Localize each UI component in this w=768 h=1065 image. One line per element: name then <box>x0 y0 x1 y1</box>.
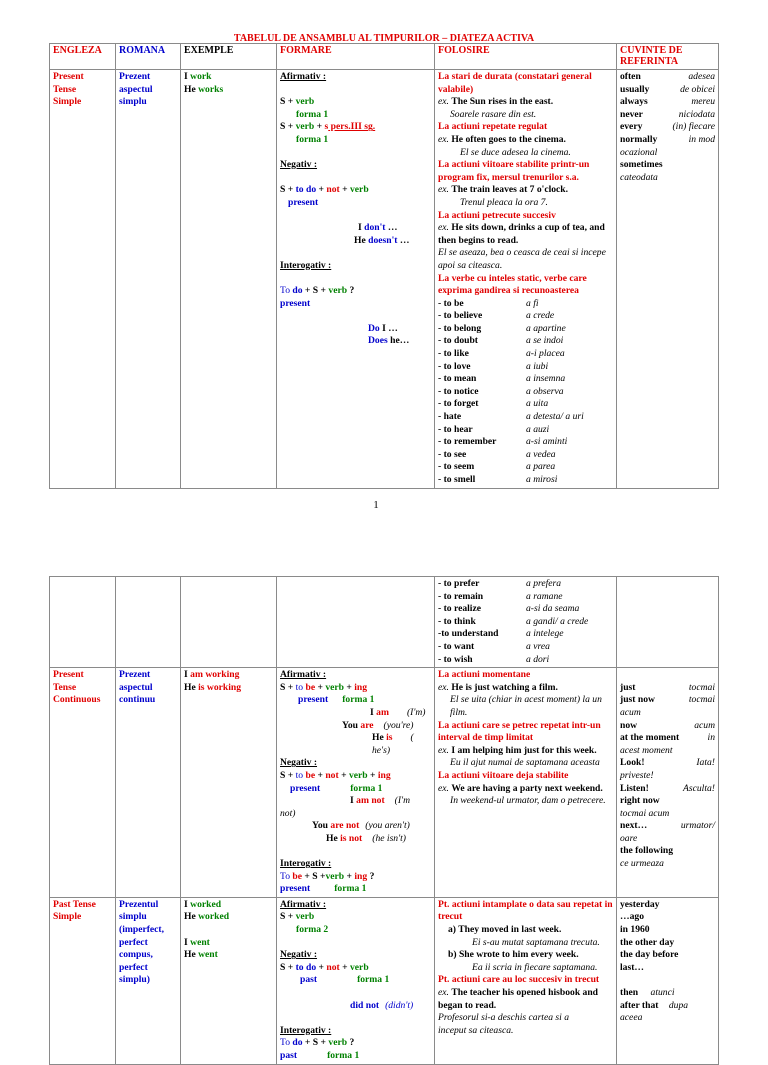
example-line: You are not (you aren't) <box>312 820 410 832</box>
formula: S + verb <box>280 96 315 108</box>
ref-translation: de obicei <box>680 83 715 95</box>
formula: S + to be + not + verb + ing <box>280 769 391 781</box>
usage-translation: Soarele rasare din est. <box>450 108 537 120</box>
cell-folosire <box>435 70 617 489</box>
verb-english: - to notice <box>438 385 479 397</box>
usage-heading: La actiuni repetate regulat <box>438 121 548 133</box>
ref-pair: then atunci <box>620 987 675 998</box>
romana-name: perfect <box>119 961 148 973</box>
example-line: did not (didn't) <box>350 999 414 1011</box>
tense-name: Past Tense <box>53 898 96 910</box>
formula: S + to do + not + verb <box>280 961 369 973</box>
verb-row <box>438 411 613 424</box>
verb-row <box>438 654 613 667</box>
ref-word: yesterday <box>620 898 660 910</box>
ref-translation: ce urmeaza <box>620 858 664 870</box>
verb-english: - to like <box>438 348 469 360</box>
verb-english: - to wish <box>438 653 473 665</box>
usage-example: b) She wrote to him every week. <box>448 949 579 961</box>
verb-romanian: a uita <box>526 398 549 410</box>
ref-pair: after that dupa <box>620 999 689 1011</box>
example-line: Do I … <box>368 322 398 334</box>
static-verbs-list <box>438 298 613 487</box>
form-note: present forma 1 <box>290 782 383 794</box>
ref-translation: adesea <box>688 71 715 82</box>
usage-translation: Ei s-au mutat saptamana trecuta. <box>472 936 600 948</box>
verb-romanian: a-si da seama <box>526 603 580 615</box>
header-cuvinte: CUVINTE DE REFERINTA <box>617 44 719 70</box>
romana-name: simplu <box>119 911 147 923</box>
cell-exemple <box>181 897 277 1064</box>
example-line: You are (you're) <box>342 719 414 731</box>
verb-english: - to doubt <box>438 335 478 347</box>
usage-example: ex. The train leaves at 7 o'clock. <box>438 184 569 196</box>
formula: To do + S + verb ? <box>280 285 355 297</box>
verb-romanian: a dori <box>526 653 550 665</box>
ref-pair <box>620 71 715 84</box>
tenses-table-page-2 <box>49 576 719 1065</box>
verb-english: - to believe <box>438 310 483 322</box>
cell-formare <box>277 70 435 489</box>
verb-english: - to prefer <box>438 578 480 589</box>
tense-name: Continuous <box>53 694 101 706</box>
usage-example: ex. We are having a party next weekend. <box>438 782 603 794</box>
verb-romanian: a crede <box>526 310 555 322</box>
form-note: past forma 1 <box>280 1049 360 1061</box>
ref-pair: Listen! Asculta! <box>620 782 715 794</box>
header-folosire: FOLOSIRE <box>435 44 617 70</box>
verb-english: - to see <box>438 448 467 460</box>
verb-row <box>438 323 613 336</box>
verb-row <box>438 398 613 411</box>
ref-pair: just now tocmai <box>620 694 715 706</box>
usage-translation: El se uita (chiar in acest moment) la un film. <box>450 694 602 718</box>
usage-heading: La actiuni petrecute succesiv <box>438 209 556 221</box>
verb-row <box>438 361 613 374</box>
usage-translation: El se aseaza, bea o ceasca de ceai si incepe apoi sa citeasca. <box>438 247 606 271</box>
ref-word: sometimes <box>620 159 663 171</box>
verb-romanian: a vedea <box>526 448 556 460</box>
afirmativ-label: Afirmativ : <box>280 71 327 82</box>
romana-name: compus, <box>119 949 153 961</box>
cell-engleza <box>50 70 116 489</box>
example-line: I work <box>184 71 212 82</box>
cell-formare <box>277 897 435 1064</box>
usage-example: ex. I am helping him just for this week. <box>438 744 597 756</box>
romana-name: (imperfect, <box>119 924 165 936</box>
usage-heading: La stari de durata (constatari general valabile) <box>438 71 592 95</box>
ref-word: every <box>620 121 643 133</box>
verb-english: - to belong <box>438 322 482 334</box>
verb-romanian: a apartine <box>526 322 566 334</box>
verb-english: - to mean <box>438 373 477 385</box>
row-present-continuous <box>50 668 719 898</box>
header-engleza: ENGLEZA <box>50 44 116 70</box>
verb-english: - to realize <box>438 603 481 615</box>
row-continuation <box>50 577 719 668</box>
usage-translation: Eu il ajut numai de saptamana aceasta <box>450 757 600 769</box>
ref-word: usually <box>620 83 650 95</box>
cell-romana <box>116 668 181 898</box>
romana-name: Prezent <box>119 669 151 681</box>
verb-romanian: a fi <box>526 297 539 309</box>
usage-heading: La actiuni viitoare deja stabilite <box>438 769 569 781</box>
negativ-label: Negativ : <box>280 159 318 171</box>
ref-pair <box>620 109 715 122</box>
ref-word: the other day <box>620 936 675 948</box>
verb-row <box>438 373 613 386</box>
verb-row <box>438 298 613 311</box>
usage-heading: La actiuni viitoare stabilite printr-un program fix, mersul trenurilor s.a. <box>438 159 590 183</box>
verb-row <box>438 436 613 449</box>
verb-row <box>438 461 613 474</box>
cell-cuvinte <box>617 668 719 898</box>
ref-word: last… <box>620 961 644 973</box>
verb-english: - to seem <box>438 461 475 473</box>
tense-name: Simple <box>53 911 82 923</box>
ref-pair <box>620 121 715 134</box>
cell-exemple <box>181 70 277 489</box>
ref-translation: (in) fiecare <box>672 121 715 133</box>
usage-heading: La actiuni care se petrec repetat intr-un interval de timp limitat <box>438 719 601 744</box>
ref-translation: oare <box>620 832 638 844</box>
ref-translation: niciodata <box>678 108 715 120</box>
static-verbs-list <box>438 578 613 666</box>
verb-english: - to forget <box>438 398 479 410</box>
usage-translation: Profesorul si-a deschis cartea si a <box>438 1012 570 1024</box>
ref-word: the day before <box>620 949 679 961</box>
ref-translation: tocmai acum <box>620 807 670 819</box>
ref-translation: cateodata <box>620 171 658 183</box>
ref-word: never <box>620 108 643 120</box>
romana-name: continuu <box>119 694 156 706</box>
tense-name: Tense <box>53 83 77 95</box>
form-note: present <box>288 196 319 208</box>
ref-word: right now <box>620 795 660 807</box>
ref-pair <box>620 84 715 97</box>
romana-name: simplu) <box>119 974 150 986</box>
ref-word: …ago <box>620 911 644 923</box>
ref-pair: now acum <box>620 719 715 731</box>
example-line: He went <box>184 949 218 961</box>
verb-romanian: a vrea <box>526 640 550 652</box>
example-line: Does he… <box>368 335 410 347</box>
verb-row <box>438 449 613 462</box>
ref-pair: next… urmator/ <box>620 820 715 832</box>
example-line: I am not (I'm <box>350 795 411 807</box>
row-past-simple <box>50 897 719 1064</box>
formula: S + to be + verb + ing <box>280 681 368 693</box>
verb-romanian: a se indoi <box>526 335 564 347</box>
verb-romanian: a mirosi <box>526 474 558 485</box>
verb-romanian: a prefera <box>526 578 562 589</box>
form-note: present <box>280 297 311 309</box>
verb-english: - to remain <box>438 590 484 602</box>
afirmativ-label: Afirmativ : <box>280 898 327 910</box>
ref-translation: aceea <box>620 1012 643 1024</box>
ref-word: in 1960 <box>620 924 650 936</box>
example-line: He doesn't … <box>354 234 410 246</box>
formula: S + to do + not + verb <box>280 184 369 196</box>
verb-english: - to love <box>438 360 471 372</box>
verb-romanian: a parea <box>526 461 556 473</box>
example-line: He works <box>184 83 224 95</box>
verb-english: - to want <box>438 640 475 652</box>
tense-name: Present <box>53 669 84 681</box>
verb-row <box>438 474 613 487</box>
usage-translation: El se duce adesea la cinema. <box>460 146 571 158</box>
example-line: I am working <box>184 669 240 681</box>
cell-exemple <box>181 668 277 898</box>
romana-name: perfect <box>119 936 148 948</box>
verb-row <box>438 628 613 641</box>
example-line: He is working <box>184 681 242 693</box>
form-note: forma 2 <box>296 924 329 936</box>
row-present-simple <box>50 70 719 489</box>
form-note: past forma 1 <box>300 974 390 986</box>
verb-english: - to be <box>438 297 464 309</box>
tense-name: Present <box>53 71 84 82</box>
cell-formare <box>277 668 435 898</box>
example-line: He is ( he's) <box>372 732 414 756</box>
example-line: I went <box>184 936 210 948</box>
verb-english: - hate <box>438 411 462 423</box>
form-note: forma 1 <box>296 133 329 145</box>
usage-heading: Pt. actiuni care au loc succesiv in trecut <box>438 974 600 986</box>
cell-engleza <box>50 897 116 1064</box>
example-line: He worked <box>184 911 230 923</box>
ref-translation: acest moment <box>620 744 673 756</box>
verb-row <box>438 578 613 591</box>
header-row <box>50 44 719 70</box>
example-line: not) <box>280 807 296 819</box>
ref-pair: at the moment in <box>620 732 715 744</box>
interogativ-label: Interogativ : <box>280 1024 332 1036</box>
ref-translation: ocazional <box>620 146 658 158</box>
tense-name: Simple <box>53 96 82 108</box>
header-romana: ROMANA <box>116 44 181 70</box>
usage-example: ex. He often goes to the cinema. <box>438 133 566 145</box>
tenses-table-page-1 <box>49 43 719 489</box>
cell-romana <box>116 70 181 489</box>
usage-translation: inceput sa citeasca. <box>438 1024 514 1036</box>
verb-romanian: a gandi/ a crede <box>526 615 589 627</box>
interogativ-label: Interogativ : <box>280 858 332 870</box>
negativ-label: Negativ : <box>280 949 318 961</box>
verb-romanian: a detesta/ a uri <box>526 411 584 423</box>
usage-translation: Ea ii scria in fiecare saptamana. <box>472 961 598 973</box>
verb-english: - to smell <box>438 474 476 485</box>
ref-pair <box>620 134 715 147</box>
usage-example: ex. He sits down, drinks a cup of tea, and then begins to read. <box>438 222 605 246</box>
verb-row <box>438 603 613 616</box>
usage-example: ex. He is just watching a film. <box>438 681 558 693</box>
verb-romanian: a-si aminti <box>526 436 568 448</box>
usage-translation: In weekend-ul urmator, dam o petrecere. <box>450 795 606 807</box>
usage-translation: Trenul pleaca la ora 7. <box>460 196 548 208</box>
cell-folosire <box>435 897 617 1064</box>
cell-folosire <box>435 577 617 668</box>
verb-row <box>438 386 613 399</box>
ref-pair <box>620 96 715 109</box>
example-line: I don't … <box>358 222 398 234</box>
cell-folosire <box>435 668 617 898</box>
tense-name: Tense <box>53 681 77 693</box>
interogativ-label: Interogativ : <box>280 259 332 271</box>
ref-word: normally <box>620 133 658 145</box>
afirmativ-label: Afirmativ : <box>280 669 327 681</box>
verb-romanian: a observa <box>526 385 564 397</box>
romana-name: Prezentul <box>119 898 159 910</box>
usage-example: a) They moved in last week. <box>448 924 562 936</box>
ref-pair: Look! Iata! <box>620 757 715 769</box>
form-note: present forma 1 <box>280 883 367 895</box>
verb-romanian: a auzi <box>526 423 550 435</box>
ref-translation: priveste! <box>620 769 654 781</box>
cell-romana <box>116 897 181 1064</box>
example-line: I worked <box>184 898 222 910</box>
usage-heading: Pt. actiuni intamplate o data sau repetat in trecut <box>438 898 613 923</box>
ref-translation: mereu <box>691 96 715 108</box>
header-exemple: EXEMPLE <box>181 44 277 70</box>
verb-row <box>438 310 613 323</box>
example-line: He is not (he isn't) <box>326 832 407 844</box>
ref-word: often <box>620 71 641 82</box>
verb-romanian: a ramane <box>526 590 563 602</box>
verb-row <box>438 424 613 437</box>
verb-romanian: a-i placea <box>526 348 565 360</box>
reference-words <box>620 71 715 147</box>
header-formare: FORMARE <box>277 44 435 70</box>
page-title: TABELUL DE ANSAMBLU AL TIMPURILOR – DIATEZA ACTIVA <box>233 33 535 44</box>
ref-pair: just tocmai <box>620 681 715 693</box>
page-number: 1 <box>373 499 379 511</box>
verb-english: -to understand <box>438 628 499 640</box>
formula: To do + S + verb ? <box>280 1037 355 1049</box>
formula: To be + S +verb + ing ? <box>280 870 375 882</box>
verb-english: - to hear <box>438 423 473 435</box>
romana-name: Prezent <box>119 71 151 82</box>
verb-english: - to remember <box>438 436 497 448</box>
verb-romanian: a insemna <box>526 373 566 385</box>
ref-word: always <box>620 96 648 108</box>
romana-name: aspectul <box>119 83 153 95</box>
usage-example: ex. The Sun rises in the east. <box>438 96 554 108</box>
verb-romanian: a intelege <box>526 628 564 640</box>
formula: S + verb + s pers.III sg. <box>280 121 376 133</box>
verb-row <box>438 616 613 629</box>
verb-row <box>438 591 613 604</box>
romana-name: simplu <box>119 96 147 108</box>
cell-cuvinte <box>617 897 719 1064</box>
cell-cuvinte <box>617 70 719 489</box>
cell-engleza <box>50 668 116 898</box>
ref-word: the following <box>620 845 674 857</box>
romana-name: aspectul <box>119 681 153 693</box>
negativ-label: Negativ : <box>280 757 318 769</box>
usage-heading: La actiuni momentane <box>438 669 531 681</box>
form-note: forma 1 <box>296 108 329 120</box>
usage-heading: La verbe cu inteles static, verbe care exprima gandirea si recunoasterea <box>438 272 587 297</box>
usage-example: ex. The teacher his opened hisbook and began to read. <box>438 987 599 1011</box>
ref-translation: acum <box>620 706 641 718</box>
verb-row <box>438 641 613 654</box>
example-line: I am (I'm) <box>370 706 426 718</box>
verb-row <box>438 335 613 348</box>
ref-translation: in mod <box>688 133 715 145</box>
verb-english: - to think <box>438 615 476 627</box>
verb-romanian: a iubi <box>526 360 549 372</box>
formula: S + verb <box>280 911 315 923</box>
form-note: present forma 1 <box>298 694 375 706</box>
verb-row <box>438 348 613 361</box>
